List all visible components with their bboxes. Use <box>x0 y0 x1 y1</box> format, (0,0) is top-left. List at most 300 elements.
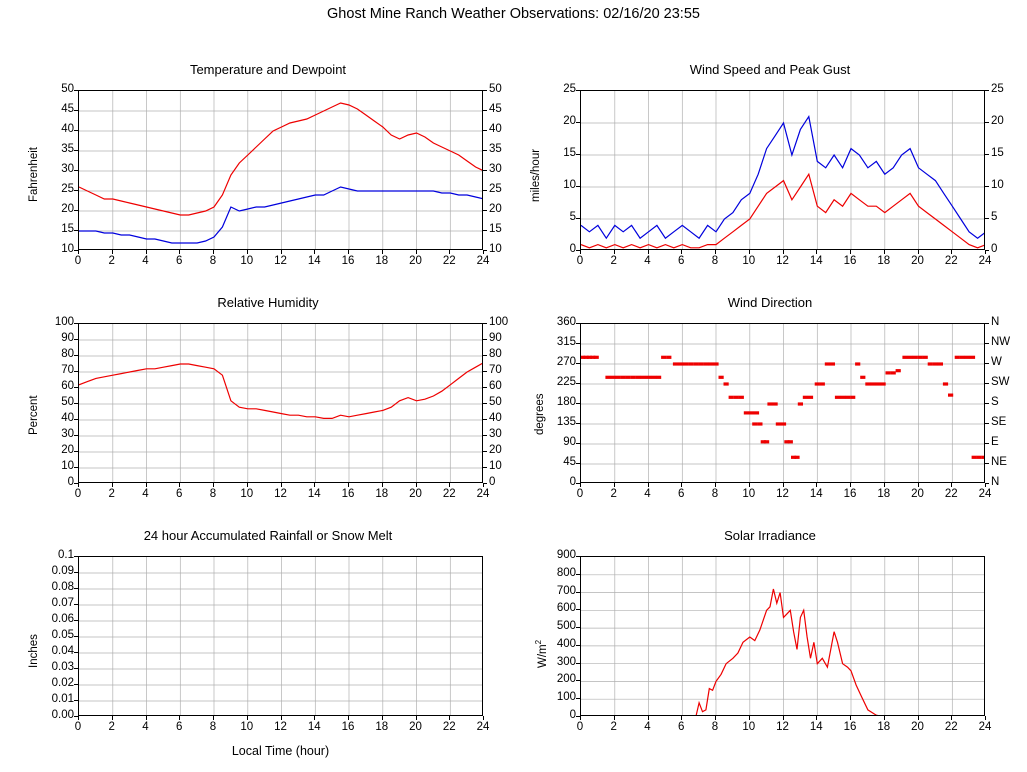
chart-title-temperature-dewpoint: Temperature and Dewpoint <box>189 62 347 77</box>
yaxis-label-text: miles/hour <box>530 148 542 202</box>
ytick-mark <box>74 170 78 171</box>
ytick-mark <box>576 383 580 384</box>
plot-area-solar-irradiance <box>580 556 985 716</box>
ytick-label: 0 <box>569 243 576 255</box>
ytick-label: 45 <box>563 456 576 468</box>
xtick-label: 18 <box>877 488 891 500</box>
xtick-mark <box>112 483 113 487</box>
ytick-label-right: 60 <box>489 380 502 392</box>
ytick-mark <box>576 574 580 575</box>
xtick-label: 22 <box>442 721 456 733</box>
yaxis-label-accumulated-rainfall <box>28 634 40 668</box>
xtick-label: 18 <box>877 721 891 733</box>
xtick-mark <box>281 716 282 720</box>
ytick-label: 0 <box>569 709 576 721</box>
xtick-label: 12 <box>776 255 789 267</box>
ytick-label: 0.09 <box>51 565 74 577</box>
xtick-label: 12 <box>776 721 789 733</box>
ytick-label: 80 <box>61 348 74 360</box>
ytick-label: 0.01 <box>51 693 74 705</box>
ytick-label: 90 <box>563 436 576 448</box>
xtick-mark <box>78 716 79 720</box>
ytick-label: 50 <box>61 396 74 408</box>
xtick-label: 6 <box>678 255 685 267</box>
xtick-mark <box>281 483 282 487</box>
ytick-mark <box>576 423 580 424</box>
xtick-label: 0 <box>576 721 584 733</box>
ytick-mark <box>74 572 78 573</box>
xtick-mark <box>146 716 147 720</box>
ytick-mark <box>74 355 78 356</box>
ytick-mark-right <box>985 154 989 155</box>
ytick-label: 40 <box>61 412 74 424</box>
chart-panel-wind-direction <box>520 295 1020 510</box>
ytick-label: 10 <box>61 243 74 255</box>
xtick-mark <box>78 250 79 254</box>
ytick-mark <box>74 636 78 637</box>
yaxis-label-text: Fahrenheit <box>28 147 40 202</box>
xtick-mark <box>816 483 817 487</box>
chart-panel-wind-speed-peak-gust <box>520 62 1020 277</box>
ytick-mark <box>74 90 78 91</box>
chart-title-relative-humidity: Relative Humidity <box>217 295 319 310</box>
xtick-label: 24 <box>476 488 490 500</box>
xtick-label: 20 <box>409 255 422 267</box>
ytick-mark-right <box>985 122 989 123</box>
chart-title-solar-irradiance: Solar Irradiance <box>724 528 816 543</box>
xtick-label: 24 <box>978 255 992 267</box>
xtick-mark <box>918 716 919 720</box>
ytick-mark <box>576 645 580 646</box>
xtick-mark <box>648 716 649 720</box>
ytick-label-right: 5 <box>991 211 998 223</box>
ytick-mark <box>74 210 78 211</box>
xtick-label: 24 <box>978 488 992 500</box>
ytick-label: 5 <box>569 211 576 223</box>
xtick-mark <box>348 716 349 720</box>
ytick-label-right: 50 <box>489 83 502 95</box>
xtick-label: 16 <box>843 488 857 500</box>
ytick-label: 35 <box>61 143 74 155</box>
xtick-label: 4 <box>142 488 149 500</box>
ytick-label: 200 <box>556 673 576 686</box>
xtick-label: 6 <box>176 255 183 267</box>
xtick-mark <box>348 483 349 487</box>
ytick-mark-right <box>985 383 989 384</box>
chart-panel-relative-humidity <box>18 295 518 510</box>
xtick-mark <box>382 716 383 720</box>
ytick-mark <box>576 218 580 219</box>
xtick-label: 6 <box>176 488 183 500</box>
ytick-mark <box>576 323 580 324</box>
ytick-label: 30 <box>61 163 74 175</box>
plot-area-relative-humidity <box>78 323 483 483</box>
yaxis-label-text: degrees <box>534 393 546 435</box>
ytick-label-right: 30 <box>489 163 502 175</box>
xtick-mark <box>213 250 214 254</box>
xtick-label: 2 <box>610 488 617 500</box>
ytick-mark <box>74 419 78 420</box>
xtick-label: 12 <box>776 488 789 500</box>
ytick-label-right: 100 <box>489 316 509 328</box>
xtick-label: 18 <box>375 721 389 733</box>
plot-area-temperature-dewpoint <box>78 90 483 250</box>
ytick-label: 360 <box>556 316 576 328</box>
ytick-label: 0 <box>569 476 576 488</box>
ytick-mark <box>576 122 580 123</box>
ytick-mark <box>576 186 580 187</box>
xtick-mark <box>783 716 784 720</box>
xtick-label: 16 <box>843 721 857 733</box>
xtick-mark <box>416 483 417 487</box>
ytick-label-right: 15 <box>489 223 502 235</box>
xtick-mark <box>314 483 315 487</box>
xtick-label: 10 <box>742 721 756 733</box>
ytick-label-right: 90 <box>489 332 502 344</box>
ytick-label: 0.04 <box>51 645 74 657</box>
xtick-mark <box>749 483 750 487</box>
ytick-mark-right <box>483 110 487 111</box>
ytick-mark-right <box>985 186 989 187</box>
ytick-label: 0.06 <box>51 613 74 625</box>
ytick-mark <box>576 343 580 344</box>
xtick-mark <box>78 483 79 487</box>
xtick-mark <box>715 250 716 254</box>
xtick-label: 20 <box>911 488 924 500</box>
xtick-mark <box>715 716 716 720</box>
xtick-mark <box>314 716 315 720</box>
xtick-label: 0 <box>74 255 82 267</box>
plot-area-wind-speed-peak-gust <box>580 90 985 250</box>
xtick-label: 4 <box>644 488 651 500</box>
xtick-label: 14 <box>307 721 321 733</box>
xtick-mark <box>483 716 484 720</box>
xtick-label: 20 <box>409 488 422 500</box>
ytick-label-right: SE <box>991 416 1007 428</box>
ytick-label-right: 10 <box>489 243 502 255</box>
xtick-label: 0 <box>74 721 82 733</box>
ytick-mark-right <box>985 363 989 364</box>
xtick-label: 6 <box>678 721 685 733</box>
xtick-label: 14 <box>307 488 321 500</box>
xtick-label: 8 <box>209 721 217 733</box>
ytick-label: 225 <box>556 376 576 388</box>
xtick-label: 2 <box>108 255 115 267</box>
ytick-label-right: SW <box>991 376 1010 388</box>
ytick-mark-right <box>483 403 487 404</box>
yaxis-label-solar-irradiance <box>534 640 549 668</box>
ytick-mark <box>74 451 78 452</box>
xaxis-label-accumulated-rainfall: Local Time (hour) <box>231 744 330 758</box>
ytick-mark <box>74 371 78 372</box>
xtick-label: 20 <box>911 255 924 267</box>
yaxis-label-wind-speed-peak-gust <box>530 149 542 202</box>
ytick-label: 100 <box>556 691 576 704</box>
xtick-label: 12 <box>274 488 287 500</box>
page-title: Ghost Mine Ranch Weather Observations: 02/16/20 23:55 <box>327 6 700 22</box>
yaxis-label-text: Percent <box>28 395 40 435</box>
ytick-mark <box>74 387 78 388</box>
xtick-mark <box>247 250 248 254</box>
xtick-mark <box>816 716 817 720</box>
xtick-label: 8 <box>711 255 719 267</box>
ytick-label: 270 <box>556 356 576 368</box>
ytick-label: 20 <box>61 444 74 456</box>
ytick-label: 315 <box>556 336 576 348</box>
xtick-mark <box>783 483 784 487</box>
xtick-mark <box>918 250 919 254</box>
plot-area-wind-direction <box>580 323 985 483</box>
xtick-mark <box>247 483 248 487</box>
ytick-mark <box>74 652 78 653</box>
ytick-label: 400 <box>556 637 576 650</box>
ytick-label: 0.00 <box>51 709 74 721</box>
ytick-label-right: 30 <box>489 428 502 440</box>
ytick-label-right: 20 <box>991 115 1004 127</box>
ytick-label: 180 <box>556 396 576 408</box>
ytick-label: 900 <box>556 549 576 561</box>
ytick-label: 20 <box>563 115 576 127</box>
xtick-label: 6 <box>176 721 183 733</box>
xtick-mark <box>884 250 885 254</box>
ytick-mark <box>74 110 78 111</box>
ytick-mark-right <box>483 355 487 356</box>
ytick-label-right: NW <box>991 336 1011 348</box>
xtick-label: 14 <box>307 255 321 267</box>
xtick-mark <box>382 483 383 487</box>
ytick-label: 10 <box>61 460 74 472</box>
ytick-label: 10 <box>563 179 576 191</box>
ytick-label: 800 <box>556 566 576 579</box>
ytick-mark <box>74 339 78 340</box>
ytick-label: 0.07 <box>51 597 74 609</box>
ytick-label: 15 <box>563 147 576 159</box>
xtick-mark <box>614 483 615 487</box>
ytick-label-right: 25 <box>489 183 502 195</box>
ytick-mark <box>74 230 78 231</box>
xtick-label: 10 <box>742 488 756 500</box>
ytick-mark-right <box>985 463 989 464</box>
ytick-label: 25 <box>61 183 74 195</box>
ytick-label: 90 <box>61 332 74 344</box>
xtick-label: 16 <box>341 721 355 733</box>
xtick-label: 8 <box>711 721 719 733</box>
ytick-mark-right <box>985 218 989 219</box>
xtick-label: 10 <box>742 255 756 267</box>
ytick-label-right: N <box>991 316 1000 328</box>
ytick-label: 500 <box>556 620 576 633</box>
ytick-mark <box>576 90 580 91</box>
xtick-mark <box>146 483 147 487</box>
ytick-mark <box>576 556 580 557</box>
ytick-label-right: 10 <box>991 179 1004 191</box>
xtick-label: 0 <box>74 488 82 500</box>
ytick-mark-right <box>483 339 487 340</box>
xtick-label: 2 <box>108 721 115 733</box>
xtick-mark <box>382 250 383 254</box>
xtick-label: 4 <box>644 255 651 267</box>
ytick-mark-right <box>483 387 487 388</box>
ytick-mark <box>576 443 580 444</box>
ytick-label-right: 10 <box>489 460 502 472</box>
xtick-mark <box>281 250 282 254</box>
xtick-label: 4 <box>644 721 651 733</box>
ytick-mark-right <box>483 419 487 420</box>
xtick-label: 4 <box>142 255 149 267</box>
yaxis-label-text: Inches <box>28 634 40 668</box>
ytick-mark-right <box>985 423 989 424</box>
xtick-label: 14 <box>809 721 823 733</box>
xtick-mark <box>749 250 750 254</box>
ytick-mark <box>74 604 78 605</box>
ytick-mark <box>576 627 580 628</box>
ytick-label-right: 20 <box>489 203 502 215</box>
ytick-label: 0.1 <box>58 549 74 561</box>
xtick-mark <box>715 483 716 487</box>
ytick-mark <box>74 323 78 324</box>
ytick-label-right: 35 <box>489 143 502 155</box>
ytick-label: 70 <box>61 364 74 376</box>
chart-title-wind-direction: Wind Direction <box>727 295 813 310</box>
xtick-mark <box>416 250 417 254</box>
ytick-mark <box>74 150 78 151</box>
xtick-label: 20 <box>911 721 924 733</box>
yaxis-label-temperature-dewpoint <box>28 147 40 202</box>
ytick-mark-right <box>483 435 487 436</box>
xtick-mark <box>179 250 180 254</box>
xtick-mark <box>951 250 952 254</box>
xtick-label: 22 <box>442 255 456 267</box>
ytick-mark <box>74 684 78 685</box>
ytick-label: 0.05 <box>51 629 74 641</box>
ytick-label-right: 40 <box>489 412 502 424</box>
plot-area-accumulated-rainfall <box>78 556 483 716</box>
ytick-label: 600 <box>556 602 576 615</box>
xtick-mark <box>580 250 581 254</box>
ytick-label: 20 <box>61 203 74 215</box>
ytick-mark <box>576 592 580 593</box>
xtick-mark <box>314 250 315 254</box>
ytick-label-right: 15 <box>991 147 1004 159</box>
xtick-label: 16 <box>341 255 355 267</box>
ytick-label-right: 40 <box>489 123 502 135</box>
xtick-label: 14 <box>809 488 823 500</box>
xtick-label: 10 <box>240 721 254 733</box>
xtick-mark <box>146 250 147 254</box>
ytick-mark-right <box>483 190 487 191</box>
ytick-mark-right <box>985 90 989 91</box>
ytick-label-right: 25 <box>991 83 1004 95</box>
ytick-label: 50 <box>61 83 74 95</box>
xtick-mark <box>580 716 581 720</box>
ytick-label-right: N <box>991 476 1000 488</box>
xtick-mark <box>449 483 450 487</box>
ytick-label-right: NE <box>991 456 1007 468</box>
ytick-mark-right <box>483 371 487 372</box>
xtick-mark <box>348 250 349 254</box>
xtick-mark <box>884 483 885 487</box>
xtick-mark <box>648 250 649 254</box>
chart-title-wind-speed-peak-gust: Wind Speed and Peak Gust <box>689 62 851 77</box>
xtick-mark <box>681 483 682 487</box>
ytick-mark <box>576 609 580 610</box>
xtick-mark <box>483 250 484 254</box>
ytick-label: 300 <box>556 655 576 668</box>
ytick-label-right: 70 <box>489 364 502 376</box>
xtick-label: 8 <box>209 488 217 500</box>
ytick-mark-right <box>985 403 989 404</box>
xtick-label: 18 <box>375 488 389 500</box>
ytick-label: 700 <box>556 584 576 597</box>
ytick-label: 40 <box>61 123 74 135</box>
xtick-label: 14 <box>809 255 823 267</box>
xtick-mark <box>247 716 248 720</box>
ytick-mark-right <box>483 323 487 324</box>
xtick-label: 22 <box>944 255 958 267</box>
ytick-label: 0.02 <box>51 677 74 689</box>
xtick-mark <box>884 716 885 720</box>
xtick-label: 0 <box>576 255 584 267</box>
ytick-mark <box>576 463 580 464</box>
ytick-mark <box>576 680 580 681</box>
ytick-label-right: 0 <box>991 243 998 255</box>
xtick-label: 24 <box>476 721 490 733</box>
ytick-label: 45 <box>61 103 74 115</box>
ytick-mark <box>74 130 78 131</box>
ytick-label: 15 <box>61 223 74 235</box>
ytick-mark-right <box>483 210 487 211</box>
ytick-label: 100 <box>54 316 74 328</box>
ytick-mark-right <box>985 323 989 324</box>
yaxis-label-superscript: 2 <box>534 639 543 645</box>
ytick-mark <box>74 435 78 436</box>
xtick-label: 4 <box>142 721 149 733</box>
ytick-mark-right <box>483 467 487 468</box>
yaxis-label-text: W/m <box>536 644 549 668</box>
xtick-label: 10 <box>240 488 254 500</box>
xtick-mark <box>449 716 450 720</box>
xtick-mark <box>783 250 784 254</box>
xtick-mark <box>850 483 851 487</box>
xtick-mark <box>483 483 484 487</box>
ytick-mark-right <box>483 230 487 231</box>
xtick-label: 18 <box>375 255 389 267</box>
ytick-label: 0.03 <box>51 661 74 673</box>
xtick-mark <box>213 483 214 487</box>
xtick-mark <box>681 250 682 254</box>
ytick-mark <box>74 588 78 589</box>
xtick-mark <box>648 483 649 487</box>
xtick-mark <box>951 483 952 487</box>
xtick-label: 22 <box>944 721 958 733</box>
xtick-mark <box>985 483 986 487</box>
xtick-mark <box>985 250 986 254</box>
xtick-label: 22 <box>944 488 958 500</box>
ytick-mark-right <box>985 343 989 344</box>
xtick-mark <box>850 250 851 254</box>
xtick-label: 24 <box>978 721 992 733</box>
xtick-label: 6 <box>678 488 685 500</box>
xtick-label: 20 <box>409 721 422 733</box>
ytick-mark <box>74 668 78 669</box>
ytick-mark-right <box>985 443 989 444</box>
ytick-mark <box>74 556 78 557</box>
xtick-label: 12 <box>274 721 287 733</box>
ytick-mark <box>74 467 78 468</box>
xtick-mark <box>213 716 214 720</box>
ytick-mark <box>74 620 78 621</box>
ytick-label-right: W <box>991 356 1002 368</box>
